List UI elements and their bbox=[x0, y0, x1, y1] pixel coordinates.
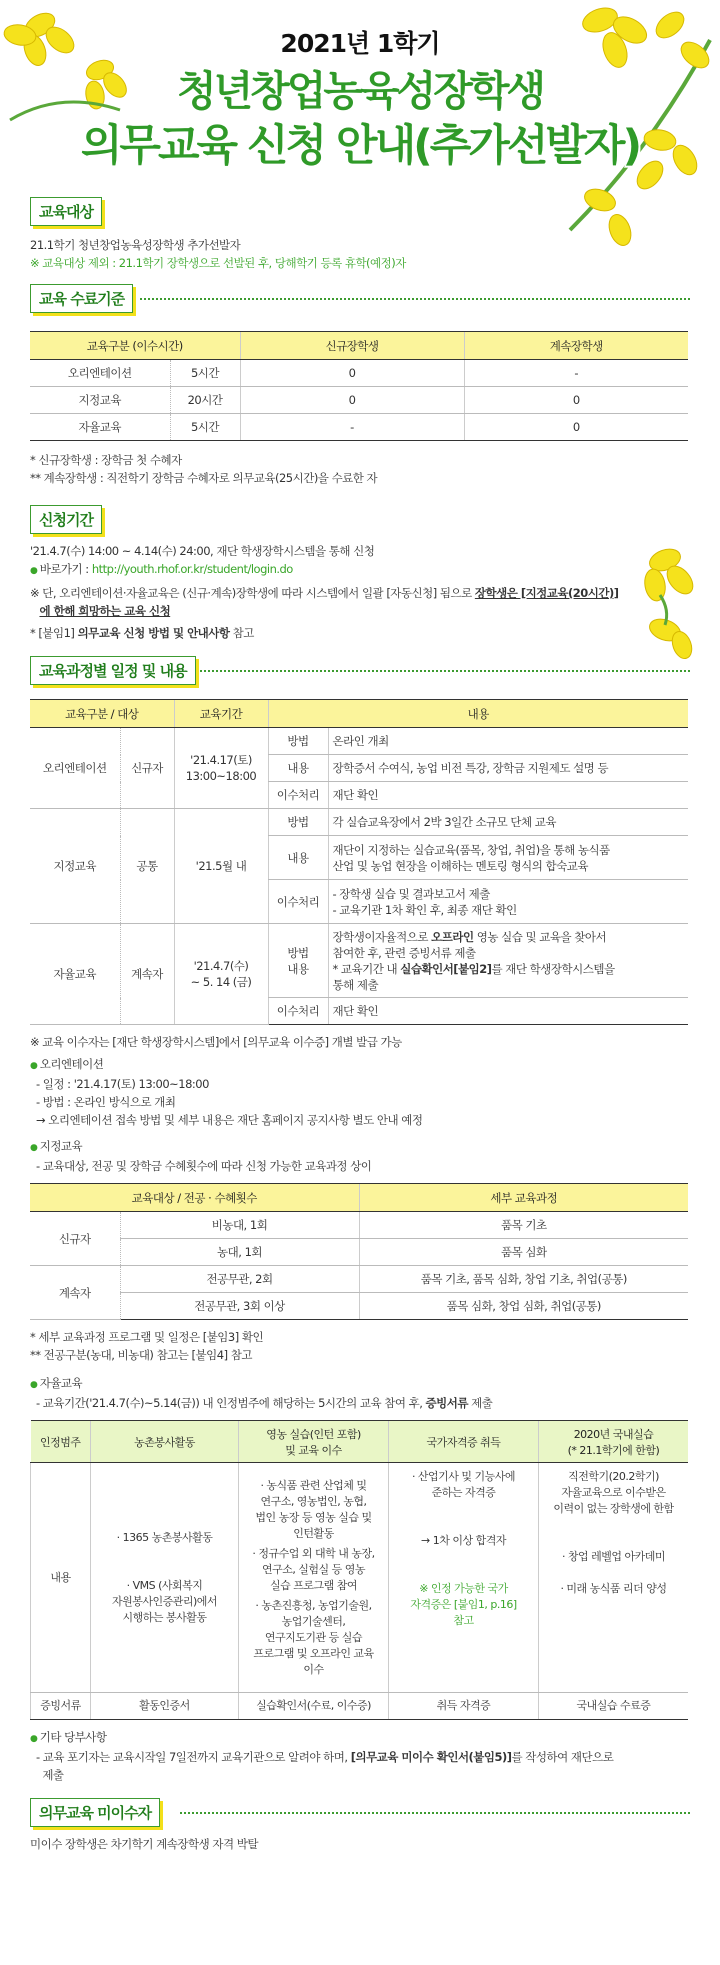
col-header: 교육대상 / 전공 · 수혜횟수 bbox=[30, 1184, 359, 1212]
table-row: 내용 재단이 지정하는 실습교육(품목, 창업, 취업)을 통해 농식품 산업 및 농업 현장을 이해하는 멘토링 형식의 합숙교육 bbox=[30, 836, 688, 880]
text-line: - 교육대상, 전공 및 장학금 수혜횟수에 따라 신청 가능한 교육과정 상이 bbox=[36, 1159, 372, 1173]
cell: 지정교육 bbox=[30, 387, 170, 414]
table-row: 신규자 비농대, 1회 품목 기초 bbox=[30, 1212, 688, 1239]
cell: 0 bbox=[240, 360, 464, 387]
cell: 오리엔테이션 bbox=[30, 360, 170, 387]
table-row: 오리엔테이션 신규자 '21.4.17(토) 13:00~18:00 방법 온라인 개최 bbox=[30, 728, 688, 755]
section-target bbox=[30, 197, 690, 272]
section-title: 신청기간 bbox=[30, 505, 102, 534]
target-line: 21.1학기 청년창업농육성장학생 추가선발자 bbox=[30, 238, 241, 252]
target-exclusion: ※ 교육대상 제외 : 21.1학기 장학생으로 선발된 후, 당해학기 등록 휴학(예정)자 bbox=[30, 256, 406, 270]
note: * 세부 교육과정 프로그램 및 일정은 [붙임3] 확인 bbox=[30, 1330, 264, 1344]
note: ※ 교육 이수자는 [재단 학생장학시스템]에서 [의무교육 이수증] 개별 발급 가능 bbox=[30, 1035, 402, 1049]
section-noncompletion bbox=[30, 1798, 690, 1853]
note: ※ 단, 오리엔테이션·자율교육은 (신규·계속)장학생에 따라 시스템에서 일괄 [자동신청] 됨으로 장학생은 [지정교육(20시간)] 에 한해 희망하는 교육 신청 bbox=[30, 586, 619, 618]
completion-table bbox=[30, 331, 688, 441]
table-row: 내용 장학증서 수여식, 농업 비전 특강, 장학금 지원제도 설명 등 bbox=[30, 755, 688, 782]
table-row: 농대, 1회 품목 심화 bbox=[30, 1239, 688, 1266]
text-line: 연구소, 실험실 등 영농 bbox=[261, 1562, 366, 1576]
header-title-2: 의무교육 신청 안내(추가선발자) bbox=[80, 121, 640, 171]
bullet-designated: ● 지정교육 bbox=[30, 1137, 690, 1157]
table-row bbox=[30, 360, 688, 387]
table-row: 이수처리 - 장학생 실습 및 결과보고서 제출 - 교육기관 1차 확인 후, 최종 재단 확인 bbox=[30, 880, 688, 924]
bullet-etc: ● 기타 당부사항 bbox=[30, 1728, 690, 1748]
header-year: 2021년 1학기 bbox=[280, 29, 440, 58]
cell: 0 bbox=[464, 414, 688, 441]
cell: 0 bbox=[464, 387, 688, 414]
text-line: 프로그램 및 오프라인 교육 bbox=[253, 1646, 374, 1660]
table-row: 이수처리 재단 확인 bbox=[30, 998, 688, 1025]
text-line: - 일정 : '21.4.17(토) 13:00~18:00 bbox=[36, 1077, 209, 1091]
table-row bbox=[30, 414, 688, 441]
section-title: 교육대상 bbox=[30, 197, 102, 226]
section-title: 교육 수료기준 bbox=[30, 284, 133, 313]
section-application-period bbox=[30, 505, 620, 642]
col-header: 신규장학생 bbox=[240, 332, 464, 360]
note: ** 계속장학생 : 직전학기 장학금 수혜자로 의무교육(25시간)을 수료한 자 bbox=[30, 471, 378, 485]
text-line: · 농식품 관련 산업체 및 bbox=[260, 1478, 367, 1492]
col-header: 교육구분 (이수시간) bbox=[30, 332, 240, 360]
cell: 자율교육 bbox=[30, 414, 170, 441]
bullet-orientation: ● 오리엔테이션 bbox=[30, 1055, 690, 1075]
cell: - bbox=[240, 414, 464, 441]
text-line: · 농촌진흥청, 농업기술원, bbox=[255, 1598, 372, 1612]
noncompletion-line: 미이수 장학생은 차기학기 계속장학생 자격 박탈 bbox=[30, 1837, 258, 1851]
section-title: 의무교육 미이수자 bbox=[30, 1798, 160, 1827]
text-line: 실습 프로그램 참여 bbox=[269, 1578, 357, 1592]
col-header: 내용 bbox=[268, 700, 688, 728]
cell: 0 bbox=[240, 387, 464, 414]
text-line: 연구소, 영농법인, 농협, bbox=[260, 1494, 367, 1508]
table-row bbox=[30, 387, 688, 414]
cell: 20시간 bbox=[170, 387, 240, 414]
table-row: 이수처리 재단 확인 bbox=[30, 782, 688, 809]
cell: 5시간 bbox=[170, 414, 240, 441]
cell: 5시간 bbox=[170, 360, 240, 387]
text-line: - 방법 : 온라인 방식으로 개최 bbox=[36, 1095, 176, 1109]
section-title: 교육과정별 일정 및 내용 bbox=[30, 656, 196, 685]
col-header: 세부 교육과정 bbox=[359, 1184, 688, 1212]
section-completion bbox=[30, 284, 690, 487]
header-title-1: 청년창업농육성장학생 bbox=[176, 67, 544, 115]
section-schedule bbox=[30, 656, 690, 1784]
schedule-table bbox=[30, 699, 688, 1025]
note: * 신규장학생 : 장학금 첫 수혜자 bbox=[30, 453, 182, 467]
text-line: 농업기술센터, bbox=[281, 1614, 346, 1628]
system-link[interactable]: http://youth.rhof.or.kr/student/login.do bbox=[91, 562, 293, 576]
text-line: 연구지도기관 등 실습 bbox=[264, 1630, 363, 1644]
table-row: 증빙서류 활동인증서 실습확인서(수료, 이수증) 취득 자격증 국내실습 수료증 bbox=[31, 1693, 689, 1720]
text-line: · 정규수업 외 대학 내 농장, bbox=[252, 1546, 375, 1560]
rapeseed-flower-side bbox=[620, 530, 710, 660]
table-row: 전공무관, 3회 이상 품목 심화, 창업 심화, 취업(공통) bbox=[30, 1293, 688, 1320]
course-table bbox=[30, 1183, 688, 1320]
shortcut: ● 바로가기 : http://youth.rhof.or.kr/student/login.do bbox=[30, 560, 620, 580]
col-header: 계속장학생 bbox=[464, 332, 688, 360]
table-row: 지정교육 공통 '21.5월 내 방법 각 실습교육장에서 2박 3일간 소규모 단체 교육 bbox=[30, 809, 688, 836]
table-row: 계속자 전공무관, 2회 품목 기초, 품목 심화, 창업 기초, 취업(공통) bbox=[30, 1266, 688, 1293]
bullet-self: ● 자율교육 bbox=[30, 1374, 690, 1394]
text-line: - 교육 포기자는 교육시작일 7일전까지 교육기관으로 알려야 하며, [의무교육 미이수 확인서(붙임5)]를 작성하여 재단으로 제출 bbox=[36, 1750, 614, 1782]
text-line: 인턴활동 bbox=[293, 1526, 334, 1540]
table-row: 내용 · 1365 농촌봉사활동 · VMS (사회복지 자원봉사인증관리)에서 시행하는 봉사활동 · 농식품 관련 산업체 및 연구소, 영농법인, 농협, 법인 농장 등 영농 실습 및 인턴활동 · 정규수업 외 대학 내 농장, 연구소, 실험실 등 영농 실습 프로그램 참여 · 농촌진흥청, 농업기술원, 농업기술센터, 연구지도기관 등 실습 프로그램 및 오프라인 교육 이수 · 산업기사 및 기능사에 준하는 자격증 → 1차 이상 합격자 ※ 인정 가능한 국가 자격증은 [붙임1, p.16] 참고 직전학기(20.2학기) 자율교육으로 이수받은 이력이 없는 장학생에 한함 · 창업 레벨업 아카데미 · 미래 농식품 리더 양성 bbox=[31, 1463, 689, 1693]
col-header: 교육기간 bbox=[174, 700, 268, 728]
col-header: 교육구분 / 대상 bbox=[30, 700, 174, 728]
cell: - bbox=[464, 360, 688, 387]
text-line: 법인 농장 등 영농 실습 및 bbox=[255, 1510, 372, 1524]
page-header bbox=[0, 0, 720, 185]
text-line: - 교육기간('21.4.7(수)~5.14(금)) 내 인정범주에 해당하는 5시간의 교육 참여 후, 증빙서류 제출 bbox=[36, 1396, 493, 1410]
self-study-table: 인정범주 농촌봉사활동 영농 실습(인턴 포함) 및 교육 이수 국가자격증 취득 2020년 국내실습 (* 21.1학기에 한함) 내용 · 1365 농촌봉사활동 · VMS (사회복지 자원봉사인증관리)에서 시행하는 봉사활동 · 농식품 관련 산업체 및 연구소, 영농법인, 농협, 법인 농장 등 영농 실습 및 인턴활동 · 정규수업 외 대학 내 농장, 연구소, 실험실 등 영농 실습 프로그램 참여 · 농촌진흥청, 농업기술원, 농업기술센터, 연구지도기관 등 실습 프로그램 및 오프라인 교육 이수 · 산업기사 및 기능사에 준하는 자격증 → 1차 이상 합격자 ※ 인정 가능한 국가 자격증은 [붙임1, p.16] 참고 직전학기(20.2학기) 자율교육으로 이수받은 이력이 없는 장학생에 한함 · 창업 레벨업 아카데미 · 미래 농식품 리더 양성 증빙서류 활동인증서 실습확인서(수료, 이수증) 취득 자격증 국내실습 수료증 bbox=[30, 1420, 688, 1720]
text-line: → 오리엔테이션 접속 방법 및 세부 내용은 재단 홈페이지 공지사항 별도 안내 예정 bbox=[36, 1113, 423, 1127]
text-line: 이수 bbox=[303, 1662, 324, 1676]
note: ** 전공구분(농대, 비농대) 참고는 [붙임4] 참고 bbox=[30, 1348, 252, 1362]
table-row: 자율교육 계속자 '21.4.7(수) ~ 5. 14 (금) 방법 내용 장학생이자율적으로 오프라인 영농 실습 및 교육을 찾아서 참여한 후, 관련 증빙서류 제출 * 교육기간 내 실습확인서[붙임2]를 재단 학생장학시스템을 통해 제출 bbox=[30, 924, 688, 998]
note: * [붙임1] 의무교육 신청 방법 및 안내사항 참고 bbox=[30, 626, 254, 640]
period-line: '21.4.7(수) 14:00 ~ 4.14(수) 24:00, 재단 학생장학시스템을 통해 신청 bbox=[30, 544, 375, 558]
